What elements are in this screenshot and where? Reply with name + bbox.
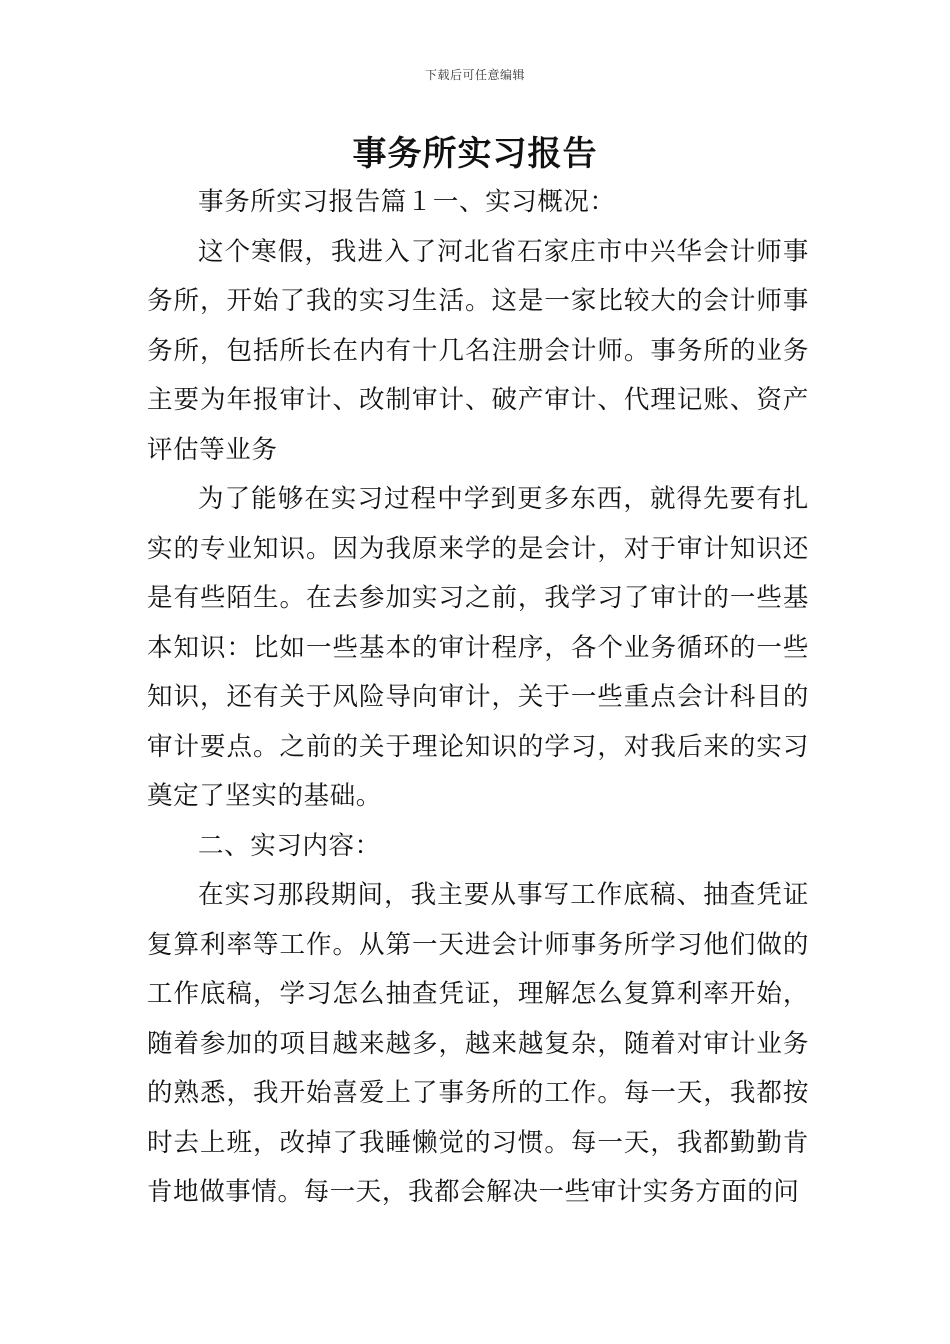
- header-note: 下载后可任意编辑: [424, 68, 525, 82]
- paragraph-content: 在实习那段期间，我主要从事写工作底稿、抽查凭证复算利率等工作。从第一天进会计师事务所学习他们做的工作底稿，学习怎么抽查凭证，理解怎么复算利率开始，随着参加的项目越来越多，越来越复杂，随着对审计业务的熟悉，我开始喜爱上了事务所的工作。每一天，我都按时去上班，改掉了我睡懒觉的习惯。每一天，我都勤勤肯肯地做事情。每一天，我都会解决一些审计实务方面的问: [147, 880, 809, 1207]
- paragraph-content-heading: 二、实习内容：: [198, 830, 381, 861]
- paragraph-preparation: 为了能够在实习过程中学到更多东西，就得先要有扎实的专业知识。因为我原来学的是会计，对于审计知识还是有些陌生。在去参加实习之前，我学习了审计的一些基本知识：比如一些基本的审计程序，各个业务循环的一些知识，还有关于风险导向审计，关于一些重点会计科目的审计要点。之前的关于理论知识的学习，对我后来的实习奠定了坚实的基础。: [147, 484, 809, 811]
- paragraph-overview: 这个寒假，我进入了河北省石家庄市中兴华会计师事务所，开始了我的实习生活。这是一家比较大的会计师事务所，包括所长在内有十几名注册会计师。事务所的业务主要为年报审计、改制审计、破产审计、代理记账、资产评估等业务: [147, 236, 809, 465]
- document-body: [147, 178, 809, 1218]
- document-title: 事务所实习报告: [352, 134, 598, 174]
- paragraph-intro-heading: 事务所实习报告篇１一、实习概况：: [198, 187, 616, 217]
